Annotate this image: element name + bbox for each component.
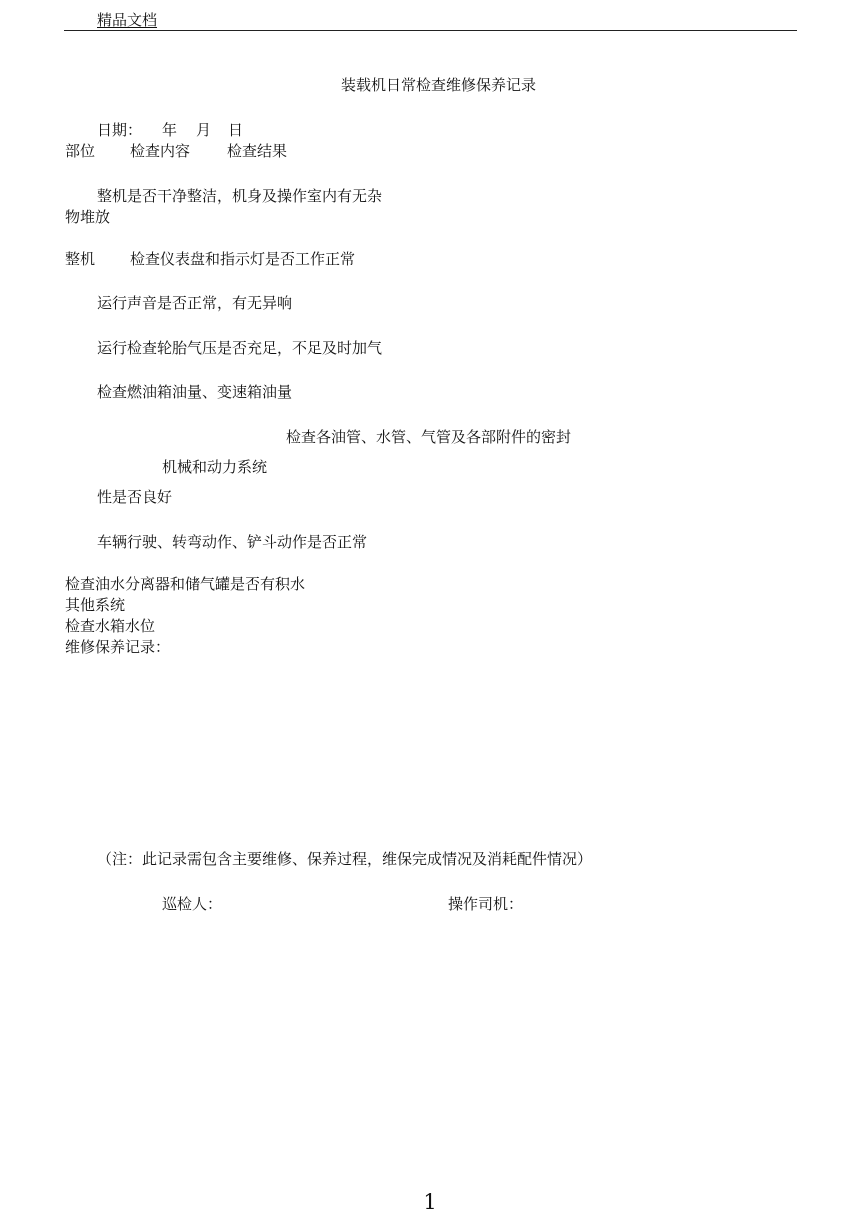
page-number: 1 [423, 1190, 437, 1214]
item-fuel: 检查燃油箱油量、变速箱油量 [97, 383, 293, 401]
date-label: 日期： [97, 121, 143, 139]
part-other-systems: 其他系统 [65, 596, 126, 614]
item-sound: 运行声音是否正常，有无异响 [97, 294, 293, 312]
item-clean-line1: 整机是否干净整洁，机身及操作室内有无杂 [97, 187, 383, 205]
item-water-separator: 检查油水分离器和储气罐是否有积水 [65, 575, 306, 593]
record-label: 维修保养记录： [65, 638, 171, 656]
column-result: 检查结果 [227, 142, 288, 160]
date-year: 年 [162, 121, 178, 139]
item-instrument: 检查仪表盘和指示灯是否工作正常 [130, 250, 356, 268]
date-month: 月 [196, 121, 212, 139]
part-whole-machine: 整机 [65, 250, 96, 268]
column-part: 部位 [65, 142, 96, 160]
item-clean-line2: 物堆放 [65, 208, 111, 226]
item-seal-line2: 性是否良好 [97, 488, 173, 506]
item-tire: 运行检查轮胎气压是否充足，不足及时加气 [97, 339, 383, 357]
note-text: （注：此记录需包含主要维修、保养过程，维保完成情况及消耗配件情况） [97, 850, 593, 868]
item-motion: 车辆行驶、转弯动作、铲斗动作是否正常 [97, 533, 368, 551]
header-label: 精品文档 [97, 11, 158, 29]
header-rule [64, 30, 797, 31]
part-mechanical-system: 机械和动力系统 [162, 458, 268, 476]
operator-label: 操作司机： [448, 895, 524, 913]
item-seal-line1: 检查各油管、水管、气管及各部附件的密封 [286, 428, 572, 446]
document-title: 装载机日常检查维修保养记录 [341, 76, 537, 94]
date-day: 日 [228, 121, 244, 139]
item-water-tank: 检查水箱水位 [65, 617, 156, 635]
column-content: 检查内容 [130, 142, 191, 160]
inspector-label: 巡检人： [162, 895, 223, 913]
